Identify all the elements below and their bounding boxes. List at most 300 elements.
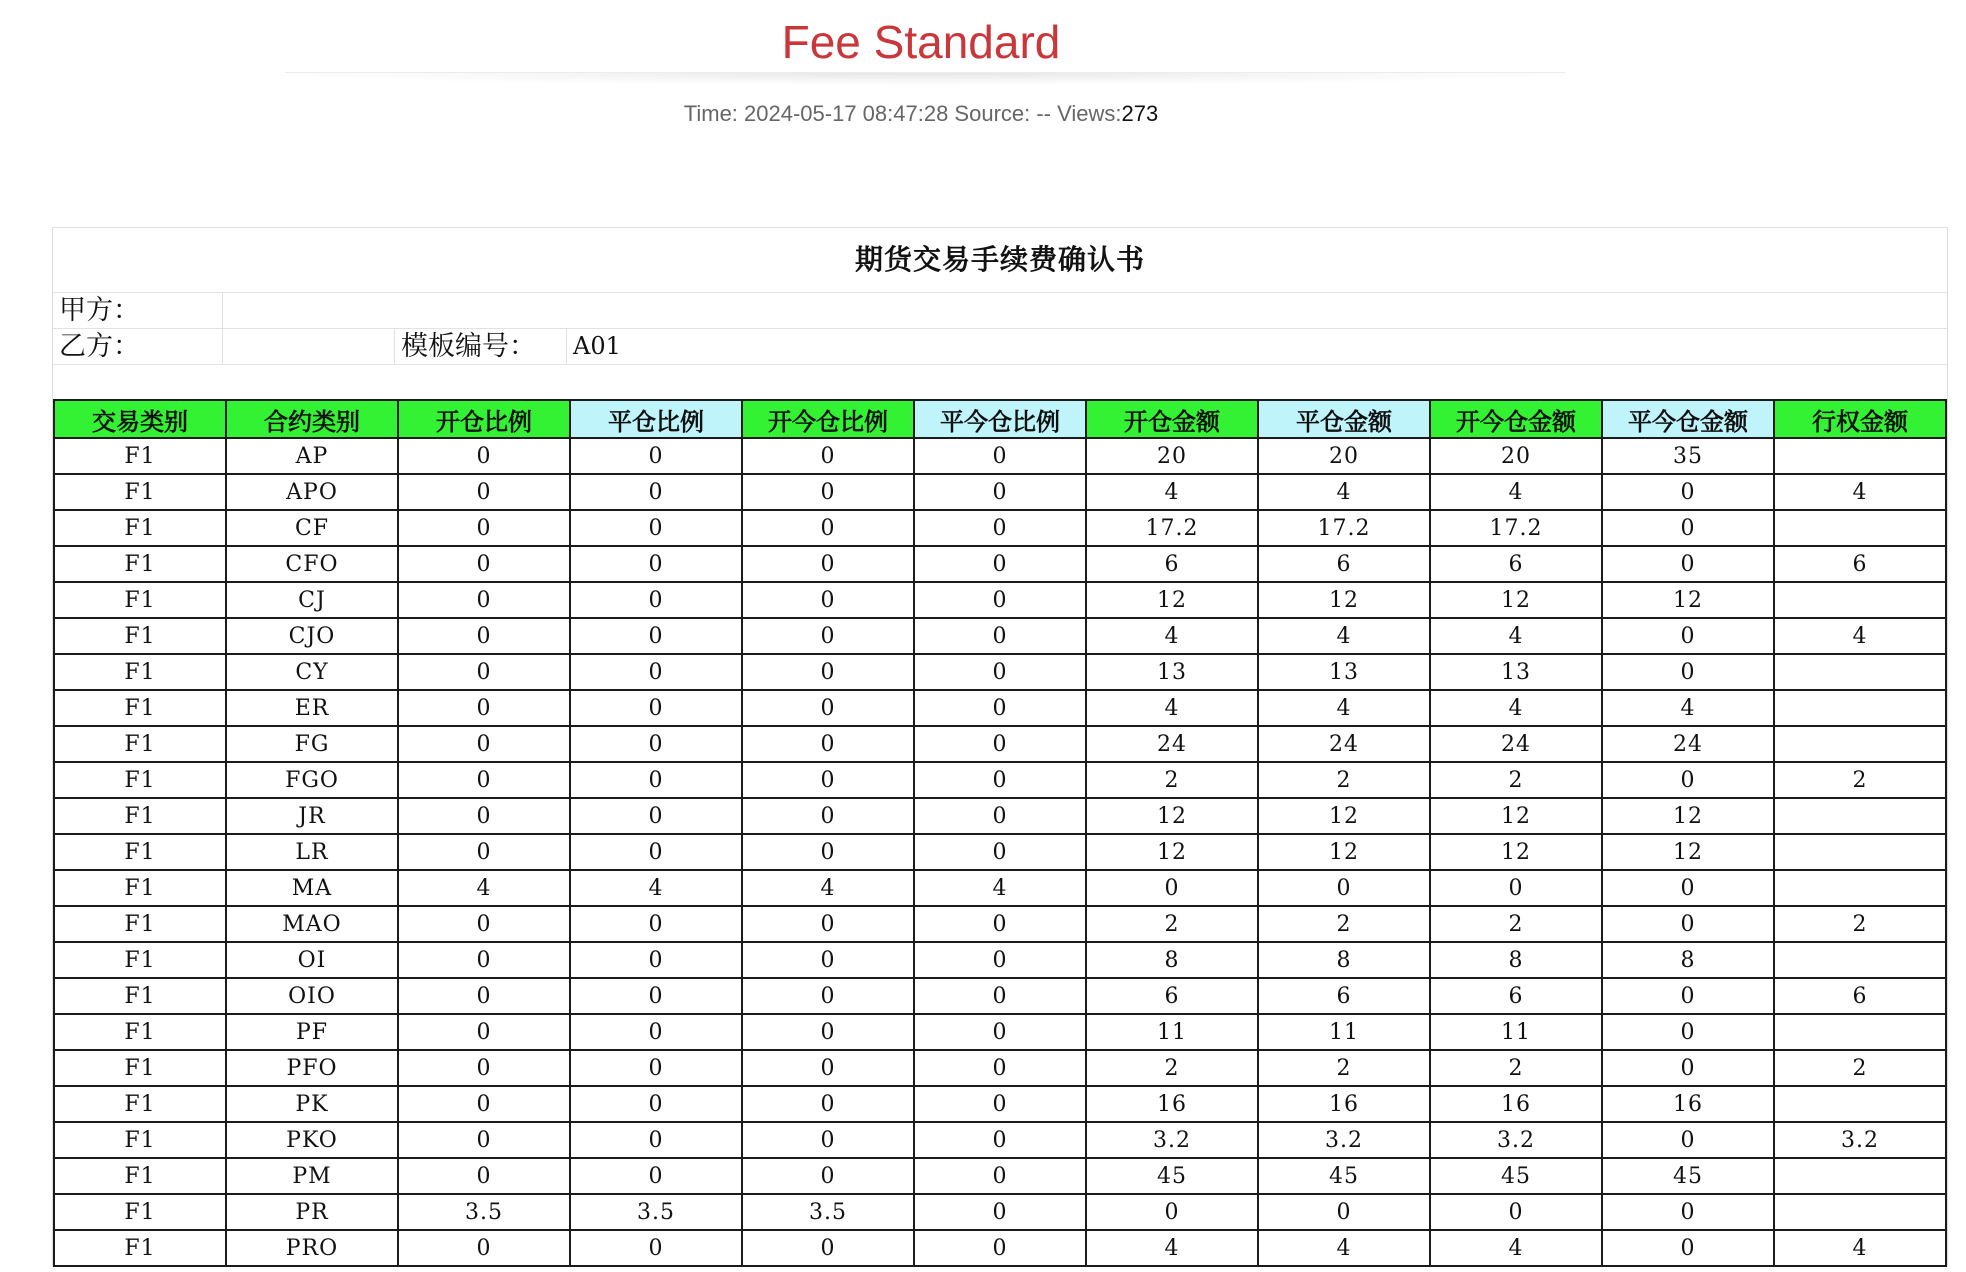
table-cell: 24 — [1258, 726, 1430, 762]
table-cell: 11 — [1258, 1014, 1430, 1050]
table-cell: 0 — [398, 762, 570, 798]
table-cell: F1 — [54, 438, 226, 474]
table-cell: 0 — [1602, 1230, 1774, 1266]
table-cell: 17.2 — [1430, 510, 1602, 546]
table-cell: 0 — [1258, 1194, 1430, 1230]
table-cell: 0 — [570, 438, 742, 474]
table-cell: 0 — [570, 546, 742, 582]
table-cell: 17.2 — [1258, 510, 1430, 546]
title-divider — [285, 72, 1565, 85]
table-cell: 0 — [742, 618, 914, 654]
table-cell: 0 — [398, 654, 570, 690]
template-value: A01 — [573, 332, 621, 360]
table-cell — [1774, 1014, 1946, 1050]
table-cell: 0 — [914, 978, 1086, 1014]
table-row — [54, 1086, 1946, 1122]
table-cell: 0 — [398, 1158, 570, 1194]
table-row — [54, 438, 1946, 474]
table-row — [54, 510, 1946, 546]
table-row — [54, 474, 1946, 510]
table-cell: 4 — [398, 870, 570, 906]
table-cell: 0 — [914, 1194, 1086, 1230]
table-cell: 0 — [398, 942, 570, 978]
table-cell: 3.5 — [570, 1194, 742, 1230]
table-cell — [1774, 690, 1946, 726]
table-cell: F1 — [54, 474, 226, 510]
table-cell: 0 — [742, 654, 914, 690]
table-cell: 13 — [1430, 654, 1602, 690]
table-cell: 6 — [1774, 978, 1946, 1014]
table-cell: 45 — [1602, 1158, 1774, 1194]
table-cell: 12 — [1258, 834, 1430, 870]
table-cell: F1 — [54, 1158, 226, 1194]
table-cell: 24 — [1602, 726, 1774, 762]
table-cell: 20 — [1258, 438, 1430, 474]
table-cell: 0 — [1086, 1194, 1258, 1230]
table-cell: 6 — [1086, 546, 1258, 582]
table-cell: 0 — [398, 510, 570, 546]
confirmation-title: 期货交易手续费确认书 — [53, 228, 1947, 293]
table-cell: 0 — [914, 474, 1086, 510]
table-cell: 16 — [1086, 1086, 1258, 1122]
table-cell: 4 — [1602, 690, 1774, 726]
table-cell: 0 — [398, 906, 570, 942]
table-row — [54, 582, 1946, 618]
table-cell: 0 — [1602, 762, 1774, 798]
table-cell: 0 — [742, 1230, 914, 1266]
table-cell: 11 — [1430, 1014, 1602, 1050]
column-header: 开仓比例 — [398, 400, 570, 438]
table-cell: 0 — [570, 1050, 742, 1086]
column-header: 开今仓比例 — [742, 400, 914, 438]
table-cell: 4 — [1086, 690, 1258, 726]
table-cell: 0 — [1430, 870, 1602, 906]
table-cell — [1774, 510, 1946, 546]
table-cell: 0 — [742, 942, 914, 978]
table-cell: F1 — [54, 690, 226, 726]
table-cell: 8 — [1430, 942, 1602, 978]
table-cell — [1774, 582, 1946, 618]
table-cell: 0 — [570, 654, 742, 690]
table-cell: 6 — [1774, 546, 1946, 582]
table-cell: 0 — [742, 762, 914, 798]
table-cell: 0 — [570, 510, 742, 546]
table-cell: F1 — [54, 546, 226, 582]
table-cell: 0 — [742, 546, 914, 582]
table-cell: 4 — [1086, 474, 1258, 510]
table-cell: 0 — [398, 1014, 570, 1050]
table-cell: 0 — [1602, 1014, 1774, 1050]
table-cell: FG — [226, 726, 398, 762]
table-cell — [1774, 798, 1946, 834]
table-cell: 16 — [1258, 1086, 1430, 1122]
table-cell: 2 — [1430, 1050, 1602, 1086]
table-cell: 0 — [914, 1122, 1086, 1158]
table-cell: 0 — [914, 942, 1086, 978]
table-row — [54, 654, 1946, 690]
table-cell: 45 — [1086, 1158, 1258, 1194]
table-cell — [1774, 870, 1946, 906]
table-cell: 0 — [914, 546, 1086, 582]
table-cell: 6 — [1258, 978, 1430, 1014]
table-cell: 0 — [742, 1158, 914, 1194]
table-cell: 4 — [1774, 474, 1946, 510]
table-cell: 6 — [1430, 546, 1602, 582]
table-cell: 0 — [914, 726, 1086, 762]
table-cell: 11 — [1086, 1014, 1258, 1050]
table-row — [54, 546, 1946, 582]
table-cell: PM — [226, 1158, 398, 1194]
table-cell: 0 — [570, 1014, 742, 1050]
table-cell: 0 — [398, 1050, 570, 1086]
party-b-row — [53, 329, 1947, 365]
table-cell — [1774, 726, 1946, 762]
table-cell: 0 — [570, 1086, 742, 1122]
table-cell: 4 — [1430, 618, 1602, 654]
table-row — [54, 690, 1946, 726]
table-cell: 4 — [1774, 618, 1946, 654]
column-header: 合约类别 — [226, 400, 398, 438]
table-cell: 35 — [1602, 438, 1774, 474]
table-cell: AP — [226, 438, 398, 474]
table-cell: F1 — [54, 1014, 226, 1050]
table-cell: 0 — [1602, 474, 1774, 510]
table-row — [54, 1050, 1946, 1086]
table-cell: 2 — [1258, 762, 1430, 798]
table-cell: 0 — [914, 1050, 1086, 1086]
table-row — [54, 1014, 1946, 1050]
table-cell — [1774, 1158, 1946, 1194]
table-cell: 0 — [914, 438, 1086, 474]
table-cell: 0 — [570, 582, 742, 618]
table-cell: F1 — [54, 978, 226, 1014]
column-header: 平今仓比例 — [914, 400, 1086, 438]
table-cell: 0 — [570, 762, 742, 798]
table-cell: 0 — [914, 762, 1086, 798]
party-b-label: 乙方： — [53, 329, 223, 364]
table-cell: JR — [226, 798, 398, 834]
table-cell: 12 — [1602, 834, 1774, 870]
table-cell: 4 — [1430, 690, 1602, 726]
column-header: 平仓金额 — [1258, 400, 1430, 438]
table-cell: 2 — [1086, 1050, 1258, 1086]
table-cell: F1 — [54, 834, 226, 870]
table-cell: PR — [226, 1194, 398, 1230]
table-cell: APO — [226, 474, 398, 510]
table-cell: 0 — [1602, 546, 1774, 582]
table-cell: 4 — [1430, 474, 1602, 510]
table-cell: PF — [226, 1014, 398, 1050]
table-cell — [1774, 834, 1946, 870]
table-cell: 2 — [1430, 762, 1602, 798]
table-row — [54, 834, 1946, 870]
page-title: Fee Standard — [781, 16, 1061, 68]
column-header: 平今仓金额 — [1602, 400, 1774, 438]
table-cell: 2 — [1258, 906, 1430, 942]
table-body — [54, 438, 1946, 1266]
table-cell: 0 — [742, 510, 914, 546]
table-cell: 3.2 — [1430, 1122, 1602, 1158]
table-cell: 0 — [398, 582, 570, 618]
party-a-row — [53, 293, 1947, 329]
table-cell: 0 — [1602, 906, 1774, 942]
table-cell: F1 — [54, 1086, 226, 1122]
table-cell: ER — [226, 690, 398, 726]
table-cell: 4 — [1258, 1230, 1430, 1266]
table-cell: 0 — [742, 726, 914, 762]
table-cell: 0 — [1602, 978, 1774, 1014]
table-cell: PKO — [226, 1122, 398, 1158]
table-cell: 0 — [570, 978, 742, 1014]
fee-table — [53, 399, 1947, 1267]
template-label: 模板编号： — [395, 329, 567, 364]
table-row — [54, 618, 1946, 654]
table-row — [54, 798, 1946, 834]
table-cell: 0 — [398, 690, 570, 726]
table-cell: F1 — [54, 654, 226, 690]
table-row — [54, 1158, 1946, 1194]
table-cell: 16 — [1430, 1086, 1602, 1122]
table-cell: 4 — [1258, 618, 1430, 654]
table-cell — [1774, 942, 1946, 978]
table-cell: 0 — [570, 474, 742, 510]
table-cell: 6 — [1086, 978, 1258, 1014]
table-cell: 0 — [1602, 618, 1774, 654]
table-cell: 2 — [1430, 906, 1602, 942]
table-cell: 0 — [398, 978, 570, 1014]
table-cell: 0 — [914, 510, 1086, 546]
table-cell: 0 — [742, 834, 914, 870]
table-cell: 0 — [570, 690, 742, 726]
table-cell: 2 — [1774, 906, 1946, 942]
table-cell: 0 — [742, 1050, 914, 1086]
table-cell: 3.2 — [1086, 1122, 1258, 1158]
table-cell: OIO — [226, 978, 398, 1014]
table-cell: 0 — [914, 798, 1086, 834]
table-cell: 4 — [1086, 618, 1258, 654]
table-cell: CY — [226, 654, 398, 690]
table-cell: 4 — [1258, 474, 1430, 510]
table-cell: 24 — [1086, 726, 1258, 762]
party-b-value — [223, 329, 395, 364]
table-cell: 45 — [1430, 1158, 1602, 1194]
table-cell: 3.5 — [742, 1194, 914, 1230]
table-cell: F1 — [54, 582, 226, 618]
table-cell: 0 — [1602, 654, 1774, 690]
table-cell: 12 — [1430, 798, 1602, 834]
table-cell: 16 — [1602, 1086, 1774, 1122]
table-cell: 0 — [914, 1014, 1086, 1050]
table-cell: 4 — [1774, 1230, 1946, 1266]
table-cell: 6 — [1258, 546, 1430, 582]
table-cell: 0 — [914, 834, 1086, 870]
table-cell: 24 — [1430, 726, 1602, 762]
table-row — [54, 1230, 1946, 1266]
table-cell: 0 — [398, 438, 570, 474]
fee-confirmation-sheet — [52, 227, 1948, 1267]
table-cell — [1774, 438, 1946, 474]
table-cell: 0 — [914, 1086, 1086, 1122]
table-cell: 0 — [398, 1086, 570, 1122]
column-header: 交易类别 — [54, 400, 226, 438]
table-cell: CJ — [226, 582, 398, 618]
table-cell: 0 — [1602, 1050, 1774, 1086]
column-header: 开今仓金额 — [1430, 400, 1602, 438]
table-cell: 0 — [398, 1230, 570, 1266]
table-cell: 0 — [398, 834, 570, 870]
table-cell: F1 — [54, 1050, 226, 1086]
column-header: 行权金额 — [1774, 400, 1946, 438]
table-cell: 0 — [1602, 510, 1774, 546]
table-cell: 0 — [398, 474, 570, 510]
table-cell: 4 — [1430, 1230, 1602, 1266]
table-cell: 0 — [742, 474, 914, 510]
table-cell: 2 — [1086, 906, 1258, 942]
table-cell: 8 — [1602, 942, 1774, 978]
table-cell: OI — [226, 942, 398, 978]
table-cell: 0 — [1602, 1194, 1774, 1230]
table-cell: 3.2 — [1258, 1122, 1430, 1158]
table-cell: 0 — [1602, 870, 1774, 906]
table-cell: 3.5 — [398, 1194, 570, 1230]
table-cell: 0 — [742, 978, 914, 1014]
table-cell: MAO — [226, 906, 398, 942]
table-cell: F1 — [54, 726, 226, 762]
table-row — [54, 870, 1946, 906]
table-cell: 3.2 — [1774, 1122, 1946, 1158]
table-cell: 12 — [1258, 798, 1430, 834]
table-cell: F1 — [54, 1230, 226, 1266]
table-cell: 8 — [1258, 942, 1430, 978]
table-cell: 0 — [914, 1158, 1086, 1194]
table-cell: 0 — [570, 798, 742, 834]
table-cell: 0 — [1086, 870, 1258, 906]
table-cell: 0 — [570, 1122, 742, 1158]
table-cell: 0 — [742, 438, 914, 474]
table-cell: 20 — [1086, 438, 1258, 474]
table-cell: 12 — [1086, 582, 1258, 618]
table-cell: F1 — [54, 870, 226, 906]
table-cell: 2 — [1774, 762, 1946, 798]
table-cell: 0 — [570, 942, 742, 978]
table-cell: 0 — [914, 654, 1086, 690]
table-cell: 2 — [1086, 762, 1258, 798]
table-cell: LR — [226, 834, 398, 870]
table-cell: F1 — [54, 906, 226, 942]
table-row — [54, 942, 1946, 978]
table-cell: FGO — [226, 762, 398, 798]
table-cell: CJO — [226, 618, 398, 654]
table-cell: 12 — [1602, 798, 1774, 834]
table-cell: 45 — [1258, 1158, 1430, 1194]
table-cell — [1774, 1086, 1946, 1122]
table-cell: 0 — [742, 1122, 914, 1158]
table-cell: 0 — [742, 906, 914, 942]
table-cell: F1 — [54, 762, 226, 798]
table-cell: 0 — [398, 726, 570, 762]
table-cell: 0 — [570, 1230, 742, 1266]
table-cell: 6 — [1430, 978, 1602, 1014]
table-cell: 12 — [1086, 834, 1258, 870]
table-cell: 0 — [914, 582, 1086, 618]
table-cell: 4 — [914, 870, 1086, 906]
table-cell: 4 — [742, 870, 914, 906]
table-cell: 0 — [742, 798, 914, 834]
table-cell: 12 — [1602, 582, 1774, 618]
table-cell: 2 — [1258, 1050, 1430, 1086]
table-cell: 0 — [570, 1158, 742, 1194]
table-cell: 0 — [1258, 870, 1430, 906]
table-cell: 13 — [1258, 654, 1430, 690]
table-cell: F1 — [54, 798, 226, 834]
table-cell: 0 — [914, 906, 1086, 942]
table-cell: 0 — [570, 618, 742, 654]
table-cell: F1 — [54, 618, 226, 654]
table-cell: 17.2 — [1086, 510, 1258, 546]
table-header-row — [54, 400, 1946, 438]
table-cell: 0 — [742, 1086, 914, 1122]
table-cell: 0 — [570, 726, 742, 762]
table-cell: 0 — [742, 1014, 914, 1050]
table-row — [54, 1122, 1946, 1158]
table-row — [54, 906, 1946, 942]
views-count: 273 — [1121, 101, 1159, 126]
table-cell: 12 — [1430, 834, 1602, 870]
table-row — [54, 726, 1946, 762]
table-cell: F1 — [54, 510, 226, 546]
table-cell: 0 — [398, 798, 570, 834]
table-cell: 0 — [398, 546, 570, 582]
article-meta — [0, 99, 1842, 129]
table-cell: CF — [226, 510, 398, 546]
table-cell: 0 — [1602, 1122, 1774, 1158]
table-cell: 12 — [1086, 798, 1258, 834]
table-cell: F1 — [54, 1194, 226, 1230]
table-cell: 0 — [914, 690, 1086, 726]
table-cell: 0 — [742, 690, 914, 726]
table-cell: 4 — [570, 870, 742, 906]
party-a-label: 甲方： — [53, 293, 223, 328]
meta-text: Time: 2024-05-17 08:47:28 Source: -- Views: — [683, 101, 1122, 126]
table-cell: 0 — [398, 618, 570, 654]
table-cell — [1774, 654, 1946, 690]
table-cell: PK — [226, 1086, 398, 1122]
table-cell: 20 — [1430, 438, 1602, 474]
table-cell: PFO — [226, 1050, 398, 1086]
table-cell: 13 — [1086, 654, 1258, 690]
table-cell: 0 — [914, 1230, 1086, 1266]
table-cell: 4 — [1258, 690, 1430, 726]
table-row — [54, 762, 1946, 798]
table-cell: PRO — [226, 1230, 398, 1266]
table-cell — [1774, 1194, 1946, 1230]
column-header: 开仓金额 — [1086, 400, 1258, 438]
table-row — [54, 1194, 1946, 1230]
table-cell: 0 — [570, 834, 742, 870]
table-cell: 8 — [1086, 942, 1258, 978]
table-cell: 12 — [1258, 582, 1430, 618]
table-cell: 2 — [1774, 1050, 1946, 1086]
table-cell: 0 — [570, 906, 742, 942]
spacer-row — [53, 365, 1947, 399]
table-cell: 0 — [914, 618, 1086, 654]
table-cell: 0 — [1430, 1194, 1602, 1230]
table-cell: 12 — [1430, 582, 1602, 618]
table-cell: 0 — [742, 582, 914, 618]
table-cell: MA — [226, 870, 398, 906]
column-header: 平仓比例 — [570, 400, 742, 438]
table-cell: F1 — [54, 1122, 226, 1158]
